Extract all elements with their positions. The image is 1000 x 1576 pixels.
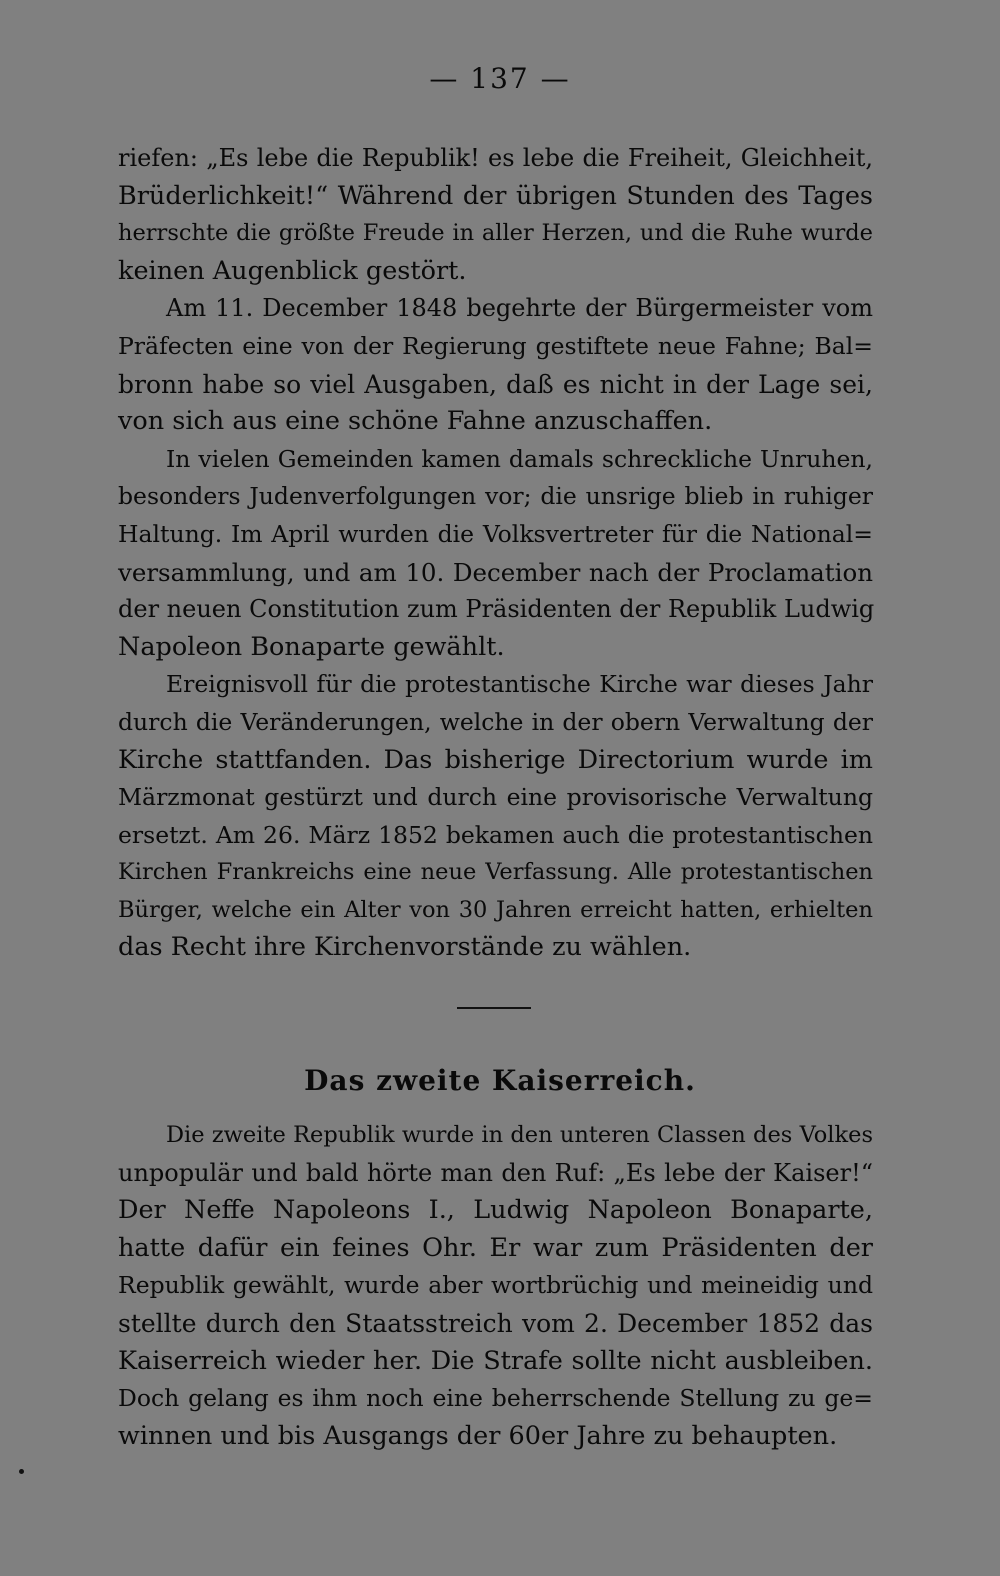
- text-line: Doch gelang es ihm noch eine beherrschende Stellung zu ge=: [118, 1384, 873, 1413]
- text-line: durch die Veränderungen, welche in der obern Verwaltung der: [118, 707, 873, 736]
- text-line: hatte dafür ein feines Ohr. Er war zum Präsidenten der: [118, 1232, 873, 1263]
- text-line: In vielen Gemeinden kamen damals schreckliche Unruhen,: [166, 444, 873, 473]
- text-line: herrschte die größte Freude in aller Herzen, und die Ruhe wurde: [118, 220, 873, 247]
- text-line: Die zweite Republik wurde in den unteren Classen des Volkes: [166, 1122, 873, 1148]
- text-line: stellte durch den Staatsstreich vom 2. December 1852 das: [118, 1308, 873, 1338]
- text-line: Haltung. Im April wurden die Volksvertreter für die National=: [118, 519, 873, 548]
- section-2-body: [118, 1117, 873, 1455]
- text-line: besonders Judenverfolgungen vor; die unsrige blieb in ruhiger: [118, 482, 873, 511]
- text-line: Brüderlichkeit!“ Während der übrigen Stunden des Tages: [118, 180, 873, 211]
- text-line: bronn habe so viel Ausgaben, daß es nicht in der Lage sei,: [118, 369, 873, 399]
- text-line: das Recht ihre Kirchenvorstände zu wählen.: [118, 932, 692, 963]
- margin-dot: [19, 1469, 24, 1474]
- text-line: der neuen Constitution zum Präsidenten der Republik Ludwig: [118, 595, 875, 624]
- section-heading: Das zweite Kaiserreich.: [304, 1064, 696, 1097]
- section-1-body: [118, 140, 873, 967]
- text-line: Bürger, welche ein Alter von 30 Jahren erreicht hatten, erhielten: [118, 896, 873, 923]
- text-line: winnen und bis Ausgangs der 60er Jahre zu behaupten.: [118, 1420, 838, 1451]
- text-line: Der Neffe Napoleons I., Ludwig Napoleon Bonaparte,: [118, 1195, 873, 1226]
- text-line: versammlung, und am 10. December nach der Proclamation: [118, 557, 873, 587]
- text-line: Ereignisvoll für die protestantische Kirche war dieses Jahr: [166, 670, 873, 699]
- text-line: ersetzt. Am 26. März 1852 bekamen auch die protestantischen: [118, 820, 873, 849]
- text-line: Kirchen Frankreichs eine neue Verfassung. Alle protestantischen: [118, 859, 873, 886]
- text-line: Am 11. December 1848 begehrte der Bürgermeister vom: [166, 294, 873, 323]
- text-line: riefen: „Es lebe die Republik! es lebe die Freiheit, Gleichheit,: [118, 144, 873, 172]
- text-line: Märzmonat gestürzt und durch eine provisorische Verwaltung: [118, 783, 873, 812]
- text-line: Republik gewählt, wurde aber wortbrüchig und meineidig und: [118, 1271, 873, 1300]
- text-line: Kaiserreich wieder her. Die Strafe sollte nicht ausbleiben.: [118, 1345, 873, 1376]
- text-line: keinen Augenblick gestört.: [118, 255, 467, 286]
- page-number: — 137 —: [429, 62, 571, 95]
- text-line: unpopulär und bald hörte man den Ruf: „Es lebe der Kaiser!“: [118, 1158, 873, 1187]
- section-divider: [457, 1007, 531, 1009]
- text-line: Kirche stattfanden. Das bisherige Directorium wurde im: [118, 744, 873, 775]
- text-line: Napoleon Bonaparte gewählt.: [118, 631, 505, 662]
- text-line: Präfecten eine von der Regierung gestiftete neue Fahne; Bal=: [118, 331, 873, 360]
- text-line: von sich aus eine schöne Fahne anzuschaffen.: [118, 406, 713, 437]
